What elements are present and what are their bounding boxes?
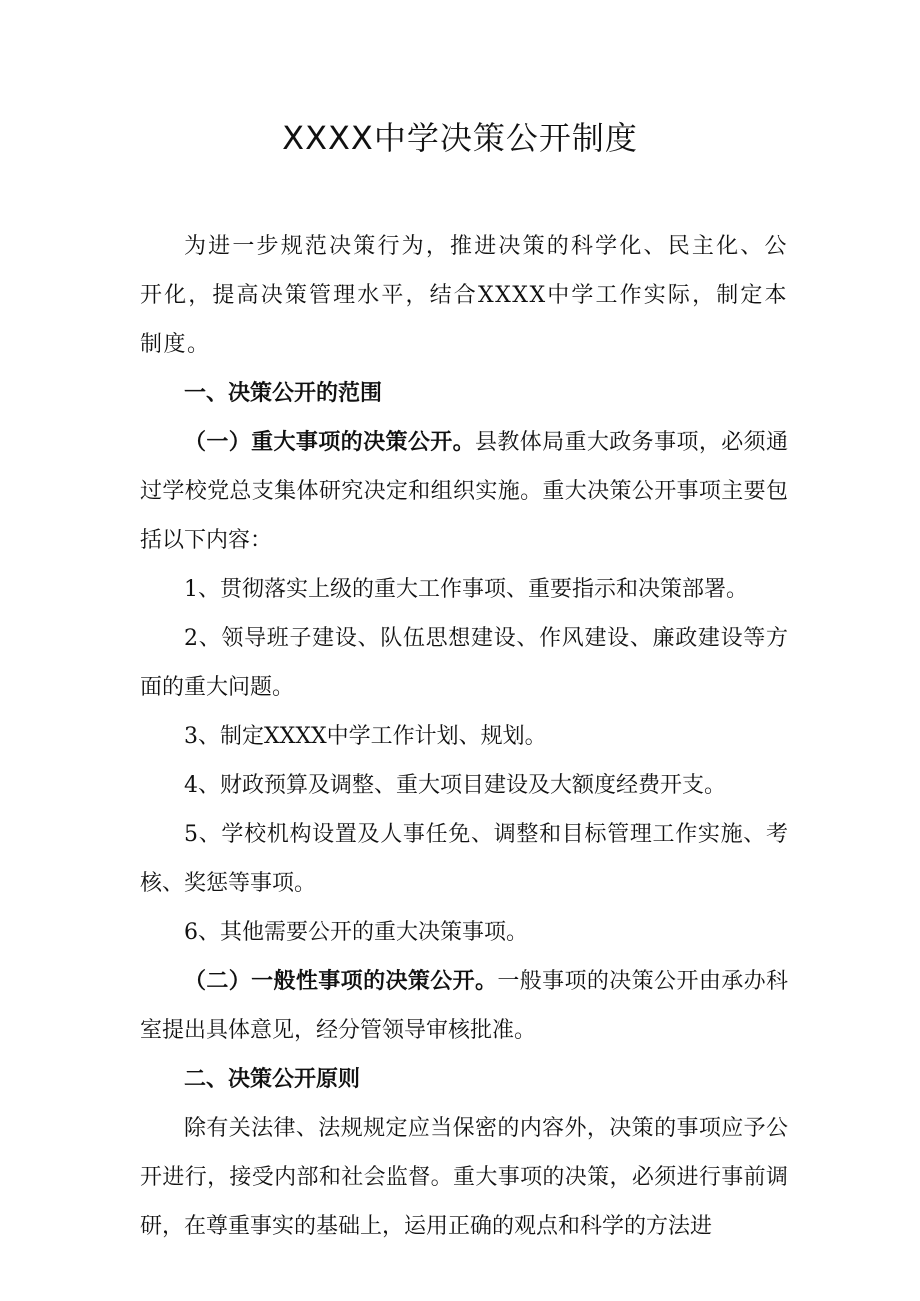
document-body (140, 222, 788, 1251)
list-item-5: 5、学校机构设置及人事任免、调整和目标管理工作实施、考核、奖惩等事项。 (140, 822, 788, 896)
section-2-heading: 二、决策公开原则 (184, 1067, 361, 1092)
list-item-3: 3、制定XXXX中学工作计划、规划。 (184, 724, 547, 749)
subsection-1-lead: （一）重大事项的决策公开。 (184, 430, 475, 455)
subsection-1-paragraph (140, 418, 788, 565)
intro-paragraph: 为进一步规范决策行为，推进决策的科学化、民主化、公开化，提高决策管理水平，结合XXXX中学工作实际，制定本制度。 (140, 234, 788, 357)
subsection-2-paragraph (140, 957, 788, 1055)
list-item-6: 6、其他需要公开的重大决策事项。 (184, 920, 528, 945)
list-item-4: 4、财政预算及调整、重大项目建设及大额度经费开支。 (184, 773, 726, 798)
list-item-1: 1、贯彻落实上级的重大工作事项、重要指示和决策部署。 (184, 577, 748, 602)
subsection-1-text: 县教体局重大政务事项，必须通过学校党总支集体研究决定和组织实施。重大决策公开事项主要包括以下内容： (140, 430, 788, 553)
section-1-heading: 一、决策公开的范围 (184, 381, 383, 406)
section-2-paragraph: 除有关法律、法规规定应当保密的内容外，决策的事项应予公开进行，接受内部和社会监督。重大事项的决策，必须进行事前调研，在尊重事实的基础上，运用正确的观点和科学的方法进 (140, 1116, 788, 1239)
subsection-2-text: 一般事项的决策公开由承办科室提出具体意见，经分管领导审核批准。 (140, 969, 788, 1043)
document-title: XXXX中学决策公开制度 (282, 119, 638, 157)
subsection-2-lead: （二）一般性事项的决策公开。 (184, 969, 498, 994)
list-item-2: 2、领导班子建设、队伍思想建设、作风建设、廉政建设等方面的重大问题。 (140, 626, 788, 700)
